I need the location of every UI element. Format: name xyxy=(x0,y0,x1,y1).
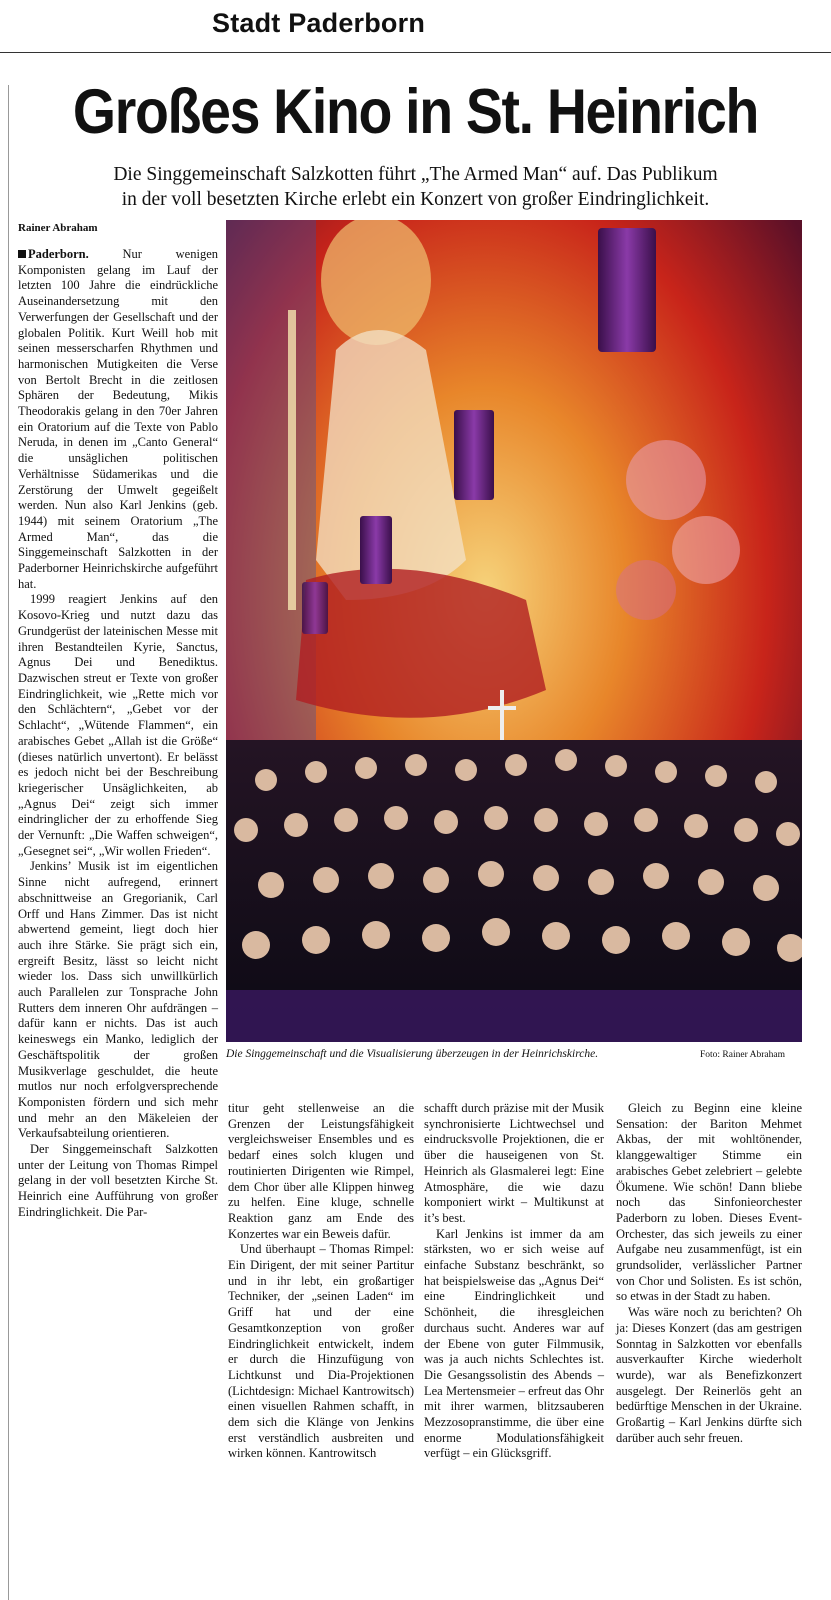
subhead-line-1: Die Singgemeinschaft Salzkotten führt „The Armed Man“ auf. Das Publikum xyxy=(113,164,718,185)
paragraph: Gleich zu Beginn eine kleine Sensation: der Bariton Mehmet Akbas, der mit wohltönender, klanggewaltiger Stimme ein arabisches Gebet zelebriert – gelebte Ökumene. Wie schön! Dann bliebe noch das Sinfonieorchester Paderborn zu loben. Dieses Event-Orchester, das sich jeweils zu einer Aufgabe neu zusammenfügt, ist ein grundsolider, verlässlicher Partner von Chor und Solisten. Es ist schön, so etwas in der Stadt zu haben. xyxy=(616,1101,802,1304)
audience-silhouettes xyxy=(226,990,802,1042)
paragraph xyxy=(18,247,218,592)
paragraph: 1999 reagiert Jenkins auf den Kosovo-Krieg und nutzt dazu das Grundgerüst der lateinischen Messe mit ihren Bestandteilen Kyrie, Sanctus, Agnus Dei und Benediktus. Dazwischen streut er Texte von großer Eindringlichkeit, wie „Rette mich vor den Schlächtern“, „Gebet vor der Schlacht“, „Wütende Flammen“, ein arabisches Gebet „Allah ist die Größe“ (dieses natürlich unvertont). Er belässt es jedoch nicht bei der Beschreibung kriegerischer Unsäglichkeiten, ab „Agnus Dei“ zeigt sich immer eindringlicher der zu erhoffende Sieg der Vernunft: „Die Waffen schweigen“, „Gesegnet sei“, „Wir wollen Frieden“. xyxy=(18,592,218,858)
article-column-4 xyxy=(616,1101,802,1446)
hanging-lamp xyxy=(454,410,494,500)
paragraph: schafft durch präzise mit der Musik synchronisierte Lichtwechsel und eindrucksvolle Projektionen, die er über die hauseigenen von St. Heinrich als Glasmalerei legt: Eine Atmosphäre, die wie dazu komponiert wirkt – Multikunst at it’s best. xyxy=(424,1101,604,1225)
sword xyxy=(288,310,296,610)
paragraph: Und überhaupt – Thomas Rimpel: Ein Dirigent, der mit seiner Partitur und in ihr lebt, ein großartiger Techniker, der „seinen Laden“ im Griff hat und der eine Gesamtkonzeption von großer Eindringlichkeit entwickelt, indem er durch die Hinzufügung von Lichtkunst und Dia-Projektionen (Lichtdesign: Michael Kantrowitsch) einen visuellen Rahmen schafft, in dem sich die Klänge von Jenkins erst verständlich ausbreiten und wirken können. Kantrowitsch xyxy=(228,1242,414,1461)
section-header: Stadt Paderborn xyxy=(212,8,426,38)
subhead-line-2: in der voll besetzten Kirche erlebt ein Konzert von großer Eindringlichkeit. xyxy=(121,189,710,210)
author-byline: Rainer Abraham xyxy=(18,222,98,234)
hanging-lamp xyxy=(598,228,656,352)
paragraph: Jenkins’ Musik ist im eigentlichen Sinne nicht aufregend, erinnert abschnittweise an Gregorianik, Carl Orff und Hans Zimmer. Das ist nicht abwertend gemeint, liegt doch hier auch ihre Stärke. Sie prägt sich ein, ergreift Besitz, lässt so leicht nicht wieder los. Dass sich unwillkürlich auch Parallelen zur Tonsprache John Rutters dem inneren Ohr aufdrängen – dafür kann er nichts. Das ist auch keineswegs ein Manko, lediglich der Geschäftspolitik der großen Musikverlage geschuldet, die heute mutlos nur noch erfolgversprechende Komponisten fördern und sich mehr und mehr an den Mäkeleien der Verkaufsabteilung orientieren. xyxy=(18,859,218,1141)
left-column-rule xyxy=(8,85,9,1600)
dateline: Paderborn. xyxy=(28,247,89,261)
dateline-square-icon xyxy=(18,250,26,258)
paragraph: Karl Jenkins ist immer da am stärksten, wo er sich weise auf einfache Substanz beschränkt, so hat beispielsweise das „Agnus Dei“ eine Eindringlichkeit und Schönheit, die ihresgleichen durchaus sucht. Anderes war auf der Ebene von guter Filmmusik, was ja auch nichts Schlechtes ist. Die Gesangssolistin des Abends – Lea Mertensmeier – erfreut das Ohr mit ihrer warmen, blitzsauberen Mezzosopranstimme, die über eine enorme Modulationsfähigkeit verfügt – ein Glücksgriff. xyxy=(424,1226,604,1461)
photo-caption: Die Singgemeinschaft und die Visualisierung überzeugen in der Heinrichskirche. xyxy=(226,1048,599,1060)
altar-cross xyxy=(500,690,504,746)
rose-window-flowers xyxy=(626,440,706,520)
hanging-lamp xyxy=(302,582,328,634)
figure-halo xyxy=(321,220,431,345)
photo-credit: Foto: Rainer Abraham xyxy=(700,1050,785,1060)
subheadline xyxy=(40,162,791,212)
paragraph: Der Singgemeinschaft Salzkotten unter der Leitung von Thomas Rimpel gelang in der voll besetzten Kirche St. Heinrich eine Aufführung von großer Eindringlichkeit. Die Par- xyxy=(18,1142,218,1219)
paragraph: titur geht stellenweise an die Grenzen der Leistungsfähigkeit vergleichsweiser Ensembles und es bedarf eines solch klugen und routinierten Dirigenten wie Rimpel, dem Chor über alle Klippen hinweg zu helfen. Eine kluge, schnelle Reaktion ganz am Ende des Konzertes war ein Beweis dafür. xyxy=(228,1101,414,1241)
headline: Großes Kino in St. Heinrich xyxy=(72,77,759,147)
paragraph-text: Nur wenigen Komponisten gelang im Lauf der letzten 100 Jahre die eindrückliche Auseinandersetzung mit den Verwerfungen der Gesellschaft und der globalen Politik. Kurt Weill hob mit seinen messerscharfen Rhythmen und harmonischen Mutigkeiten die Verse von Bertolt Brecht in die zeitlosen Sphären der Bedeutung, Mikis Theodorakis gelang in den 70er Jahren ein Oratorium auf die Texte von Pablo Neruda, in denen im „Canto General“ die unsäglichen politischen Verhältnisse Südamerikas und die Zerstörung der Umwelt gegeißelt werden. Nun also Karl Jenkins (geb. 1944) mit seinem Oratorium „The Armed Man“, das die Singgemeinschaft Salzkotten in der Paderborner Heinrichskirche aufgeführt hat. xyxy=(18,247,218,591)
photo-illustration xyxy=(226,220,802,1042)
article-column-3 xyxy=(424,1101,604,1462)
paragraph: Was wäre noch zu berichten? Oh ja: Dieses Konzert (das am gestrigen Sonntag in Salzkotten vor ebenfalls ausverkaufter Kirche wiederholt wurde), war als Benefizkonzert ausgelegt. Der Reinerlös geht an bedürftige Menschen in der Ukraine. Großartig – Karl Jenkins dürfte sich darüber auch sehr freuen. xyxy=(616,1305,802,1445)
header-rule xyxy=(0,52,831,53)
hanging-lamp xyxy=(360,516,392,584)
concert-photo xyxy=(226,220,802,1042)
article-column-2 xyxy=(228,1101,414,1462)
article-column-1 xyxy=(18,247,218,1221)
